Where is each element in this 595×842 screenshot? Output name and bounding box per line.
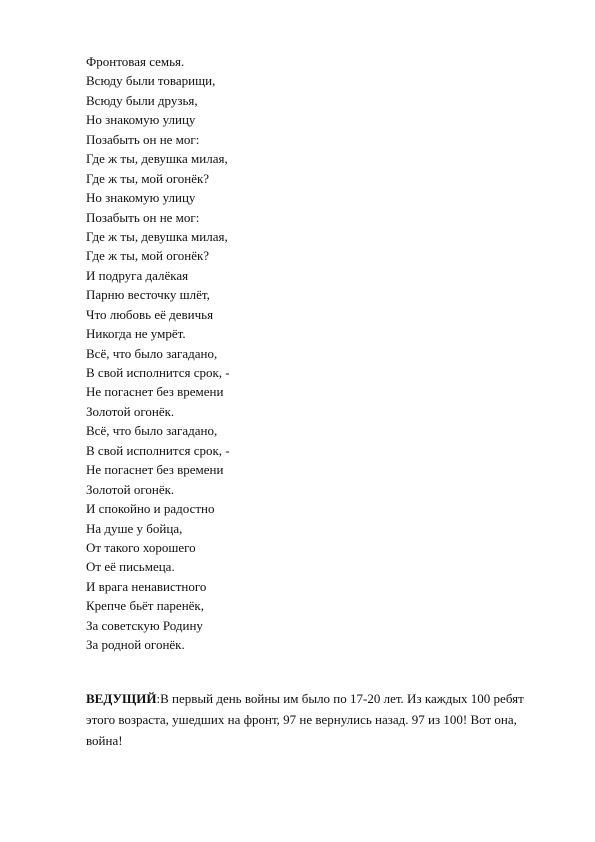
lyric-line: За советскую Родину: [86, 617, 203, 633]
lyric-line: И подруга далёкая: [86, 267, 189, 283]
narration-text: :В первый день войны им было по 17-20 лет. Из каждых 100 ребят этого возраста, ушедших на фронт, 97 не вернулись назад. 97 из 100! Вот она, война!: [86, 691, 524, 748]
lyric-line: Где ж ты, девушка милая,: [86, 151, 228, 167]
speaker-name: ВЕДУЩИЙ: [86, 691, 157, 706]
lyric-line: Крепче бьёт паренёк,: [86, 598, 204, 614]
lyric-line: Где ж ты, девушка милая,: [86, 228, 228, 244]
lyric-line: Всюду были товарищи,: [86, 73, 216, 89]
lyric-line: Парню весточку шлёт,: [86, 287, 210, 303]
lyric-line: Где ж ты, мой огонёк?: [86, 170, 210, 186]
lyric-line: Золотой огонёк.: [86, 481, 175, 497]
lyric-line: Не погаснет без времени: [86, 384, 224, 400]
narration-paragraph: [86, 688, 556, 751]
lyric-line: Позабыть он не мог:: [86, 131, 200, 147]
lyric-line: Не погаснет без времени: [86, 462, 224, 478]
lyric-line: От её письмеца.: [86, 559, 175, 575]
lyric-line: За родной огонёк.: [86, 637, 185, 653]
lyric-line: Но знакомую улицу: [86, 190, 196, 206]
lyric-line: И врага ненавистного: [86, 578, 207, 594]
song-lyrics: [86, 52, 230, 655]
lyric-line: И спокойно и радостно: [86, 501, 215, 517]
lyric-line: Всюду были друзья,: [86, 92, 198, 108]
lyric-line: На душе у бойца,: [86, 520, 183, 536]
lyric-line: Золотой огонёк.: [86, 403, 175, 419]
lyric-line: Позабыть он не мог:: [86, 209, 200, 225]
lyric-line: Фронтовая семья.: [86, 54, 185, 69]
lyric-line: Всё, что было загадано,: [86, 423, 218, 439]
lyric-line: Что любовь её девичья: [86, 306, 214, 322]
lyric-line: Никогда не умрёт.: [86, 326, 186, 342]
lyric-line: От такого хорошего: [86, 539, 196, 555]
lyric-line: Где ж ты, мой огонёк?: [86, 248, 210, 264]
lyric-line: В свой исполнится срок, -: [86, 442, 230, 458]
lyric-line: Всё, что было загадано,: [86, 345, 218, 361]
lyric-line: Но знакомую улицу: [86, 112, 196, 128]
lyric-line: В свой исполнится срок, -: [86, 365, 230, 380]
